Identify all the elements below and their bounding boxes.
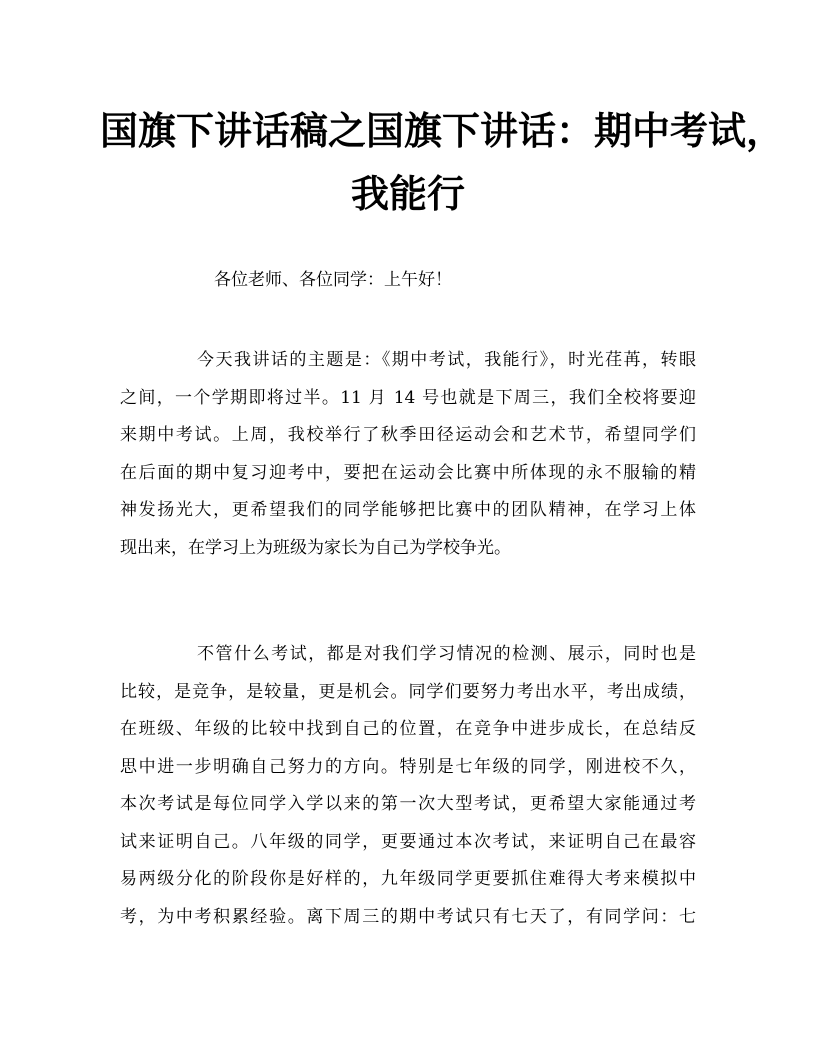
paragraph-line: 思中进一步明确自己努力的方向。特别是七年级的同学，刚进校不久， [120, 756, 696, 777]
paragraph-line: 试来证明自己。八年级的同学，更要通过本次考试，来证明自己在最容 [120, 831, 696, 852]
paragraph-2 [120, 636, 696, 936]
paragraph-line: 本次考试是每位同学入学以来的第一次大型考试，更希望大家能通过考 [120, 794, 696, 814]
paragraph-line: 今天我讲话的主题是：《期中考试，我能行》，时光荏苒，转眼 [197, 350, 696, 370]
paragraph-line: 现出来，在学习上为班级为家长为自己为学校争光。 [120, 537, 511, 558]
paragraph-line: 在后面的期中复习迎考中，要把在运动会比赛中所体现的永不服输的精 [120, 462, 696, 483]
paragraph-line: 来期中考试。上周，我校举行了秋季田径运动会和艺术节，希望同学们 [120, 425, 696, 445]
paragraph-line: 比较，是竞争，是较量，更是机会。同学们要努力考出水平，考出成绩， [120, 681, 696, 702]
paragraph-line: 易两级分化的阶段你是好样的，九年级同学更要抓住难得大考来模拟中 [120, 869, 696, 889]
paragraph-line: 在班级、年级的比较中找到自己的位置，在竞争中进步成长，在总结反 [120, 719, 696, 739]
paragraph-line: 考，为中考积累经验。离下周三的期中考试只有七天了，有同学问：七 [120, 906, 696, 927]
greeting: 各位老师、各位同学：上午好！ [214, 270, 452, 290]
paragraph-1 [120, 342, 696, 567]
paragraph-line: 神发扬光大，更希望我们的同学能够把比赛中的团队精神，在学习上体 [120, 500, 696, 520]
paragraph-line: 不管什么考试，都是对我们学习情况的检测、展示，同时也是 [197, 644, 696, 664]
paragraph-line: 之间，一个学期即将过半。11 月 14 号也就是下周三，我们全校将要迎 [120, 387, 696, 408]
document-title-line-2: 我能行 [350, 171, 465, 216]
document-title-line-1: 国旗下讲话稿之国旗下讲话：期中考试， [100, 108, 785, 153]
